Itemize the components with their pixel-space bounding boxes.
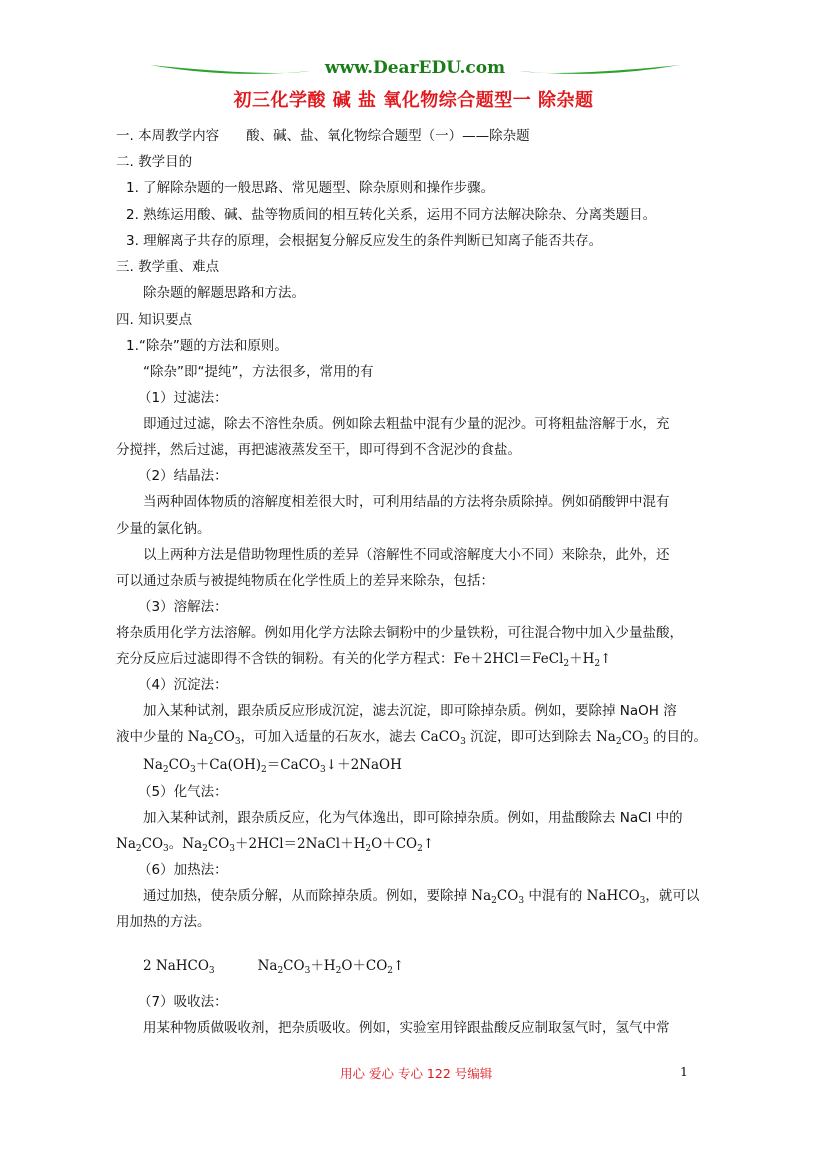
method-2-heading: （2）结晶法： (138, 468, 228, 484)
method-1-text-b: 分搅拌，然后过滤，再把滤液蒸发至干，即可得到不含泥沙的食盐。 (116, 442, 521, 458)
method-5-text-a: 加入某种试剂，跟杂质反应，化为气体逸出，即可除掉杂质。例如，用盐酸除去 NaCl 中的 (143, 810, 683, 826)
site-header (150, 55, 680, 85)
physical-note-b: 可以通过杂质与被提纯物质在化学性质上的差异来除杂，包括： (116, 573, 494, 589)
footer-motto: 用心 爱心 专心 122 号编辑 (340, 1066, 493, 1081)
method-3-text-b: 充分反应后过滤即得不含铁的铜粉。有关的化学方程式：$Fe+2HCl=FeCl_2+H_2↑$ (116, 651, 612, 669)
method-4-equation: $Na_2CO_3+Ca(OH)_2=CaCO_3↓+2NaOH$ (143, 757, 402, 775)
method-6-text-a: 通过加热，使杂质分解，从而除掉杂质。例如，要除掉 $Na_2CO_3$ 中混有的 NaHCO$_3$，就可以 (143, 888, 700, 906)
section-4-heading: 四. 知识要点 (116, 312, 193, 328)
physical-note-a: 以上两种方法是借助物理性质的差异（溶解性不同或溶解度大小不同）来除杂，此外，还 (143, 547, 670, 563)
section-3-heading: 三. 教学重、难点 (116, 259, 220, 275)
method-7-text-a: 用某种物质做吸收剂，把杂质吸收。例如，实验室用锌跟盐酸反应制取氢气时，氢气中常 (143, 1020, 670, 1036)
method-5-text-b: $Na_2CO_3$。$Na_2CO_3+2HCl=2NaCl+H_2O+CO_2↑$ (116, 836, 435, 854)
site-url[interactable]: www.DearEDU.com (324, 58, 506, 78)
method-6-text-b: 用加热的方法。 (116, 914, 211, 930)
knowledge-1-intro: “除杂”即“提纯”，方法很多，常用的有 (143, 364, 374, 380)
method-6-heading: （6）加热法： (138, 862, 228, 878)
method-4-heading: （4）沉淀法： (138, 677, 228, 693)
method-3-heading: （3）溶解法： (138, 599, 228, 615)
method-2-text-a: 当两种固体物质的溶解度相差很大时，可利用结晶的方法将杂质除掉。例如硝酸钾中混有 (143, 494, 670, 510)
method-3-text-a: 将杂质用化学方法溶解。例如用化学方法除去铜粉中的少量铁粉，可往混合物中加入少量盐酸， (116, 625, 683, 641)
method-4-text-b: 液中少量的 $Na_2CO_3$，可加入适量的石灰水，滤去 CaCO$_3$ 沉淀，即可达到除去 $Na_2CO_3$ 的目的。 (116, 729, 707, 747)
knowledge-1: 1.“除杂”题的方法和原则。 (126, 338, 288, 354)
goal-3: 3. 理解离子共存的原理，会根据复分解反应发生的条件判断已知离子能否共存。 (126, 233, 603, 249)
goal-2: 2. 熟练运用酸、碱、盐等物质间的相互转化关系，运用不同方法解决除杂、分离类题目。 (126, 207, 657, 223)
method-1-text-a: 即通过过滤，除去不溶性杂质。例如除去粗盐中混有少量的泥沙。可将粗盐溶解于水，充 (143, 416, 670, 432)
key-point: 除杂题的解题思路和方法。 (143, 285, 305, 301)
page-number: 1 (680, 1064, 688, 1079)
section-1: 一. 本周教学内容 酸、碱、盐、氧化物综合题型（一）——除杂题 (116, 128, 530, 144)
method-1-heading: （1）过滤法： (138, 390, 228, 406)
section-2-heading: 二. 教学目的 (116, 154, 193, 170)
goal-1: 1. 了解除杂题的一般思路、常见题型、除杂原则和操作步骤。 (126, 180, 495, 196)
method-7-heading: （7）吸收法： (138, 994, 228, 1010)
method-5-heading: （5）化气法： (138, 784, 228, 800)
method-4-text-a: 加入某种试剂，跟杂质反应形成沉淀，滤去沉淀，即可除掉杂质。例如，要除掉 NaOH 溶 (143, 703, 677, 719)
method-2-text-b: 少量的氯化钠。 (116, 521, 211, 537)
page-title: 初三化学酸 碱 盐 氧化物综合题型一 除杂题 (233, 90, 594, 111)
method-6-equation: 2 NaHCO$_3$ $Na_2CO_3+H_2O+CO_2↑$ (143, 958, 405, 976)
